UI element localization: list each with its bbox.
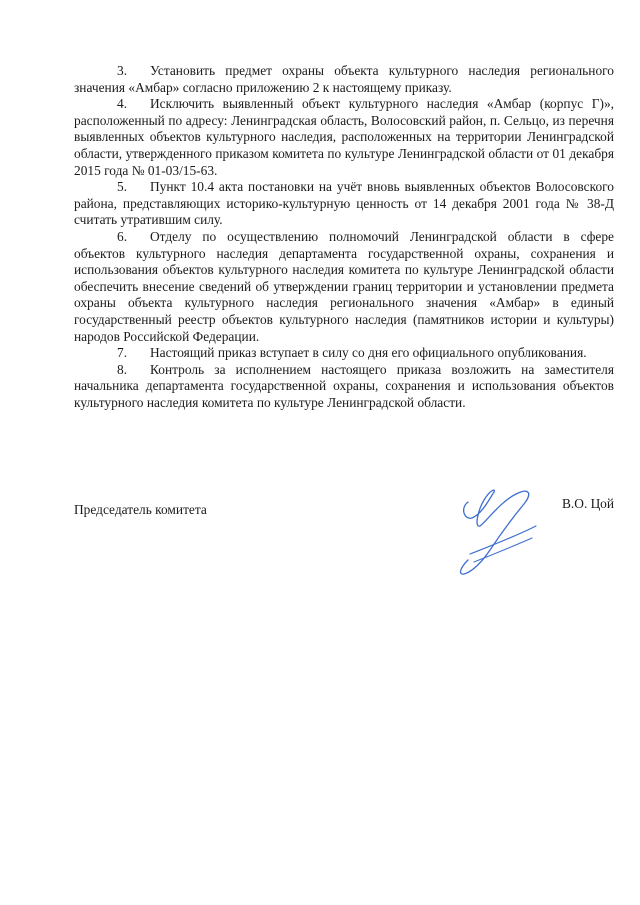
paragraph-3 bbox=[74, 63, 614, 96]
paragraph-6 bbox=[74, 229, 614, 345]
paragraph-text: Отделу по осуществлению полномочий Ленинградской области в сфере объектов культурного наследия департамента государственной охраны, сохранения и использования объектов культурного наследия комитета по культуре Ленинградской области обеспечить внесение сведений об утверждении границ территории и установлении предмета охраны объекта культурного наследия регионального значения «Амбар» в единый государственный реестр объектов культурного наследия (памятников истории и культуры) народов Российской Федерации. bbox=[74, 228, 614, 344]
paragraph-number: 3. bbox=[117, 63, 128, 78]
paragraph-number: 7. bbox=[117, 345, 128, 361]
handwritten-signature bbox=[450, 480, 550, 580]
paragraph-8 bbox=[74, 362, 614, 412]
order-body bbox=[74, 63, 614, 411]
paragraph-text: Настоящий приказ вступает в силу со дня его официального опубликования. bbox=[150, 345, 587, 361]
paragraph-number: 5. bbox=[117, 179, 128, 195]
paragraph-5 bbox=[74, 179, 614, 229]
paragraph-number: 8. bbox=[117, 361, 128, 377]
paragraph-7 bbox=[74, 345, 614, 362]
paragraph-number: 6. bbox=[117, 228, 128, 244]
signatory-title: Председатель комитета bbox=[74, 502, 207, 517]
paragraph-number: 4. bbox=[117, 96, 128, 112]
paragraph-text: Контроль за исполнением настоящего приказа возложить на заместителя начальника департамента государственной охраны, сохранения и использования объектов культурного наследия комитета по культуре Ленинградской области. bbox=[74, 361, 614, 410]
paragraph-text: Исключить выявленный объект культурного наследия «Амбар (корпус Г)», расположенный по адресу: Ленинградская область, Волосовский район, п. Сельцо, из перечня выявленных объектов культурного наследия, расположенных на территории Ленинградской области, утвержденного приказом комитета по культуре Ленинградской области от 01 декабря 2015 года № 01-03/15-63. bbox=[74, 96, 614, 178]
paragraph-4 bbox=[74, 96, 614, 179]
paragraph-text: Пункт 10.4 акта постановки на учёт вновь выявленных объектов Волосовского района, представляющих историко-культурную ценность от 14 декабря 2001 года № 38-Д считать утратившим силу. bbox=[74, 179, 614, 228]
paragraph-text: Установить предмет охраны объекта культурного наследия регионального значения «Амбар» согласно приложению 2 к настоящему приказу. bbox=[74, 63, 614, 95]
signatory-name: В.О. Цой bbox=[562, 496, 614, 511]
